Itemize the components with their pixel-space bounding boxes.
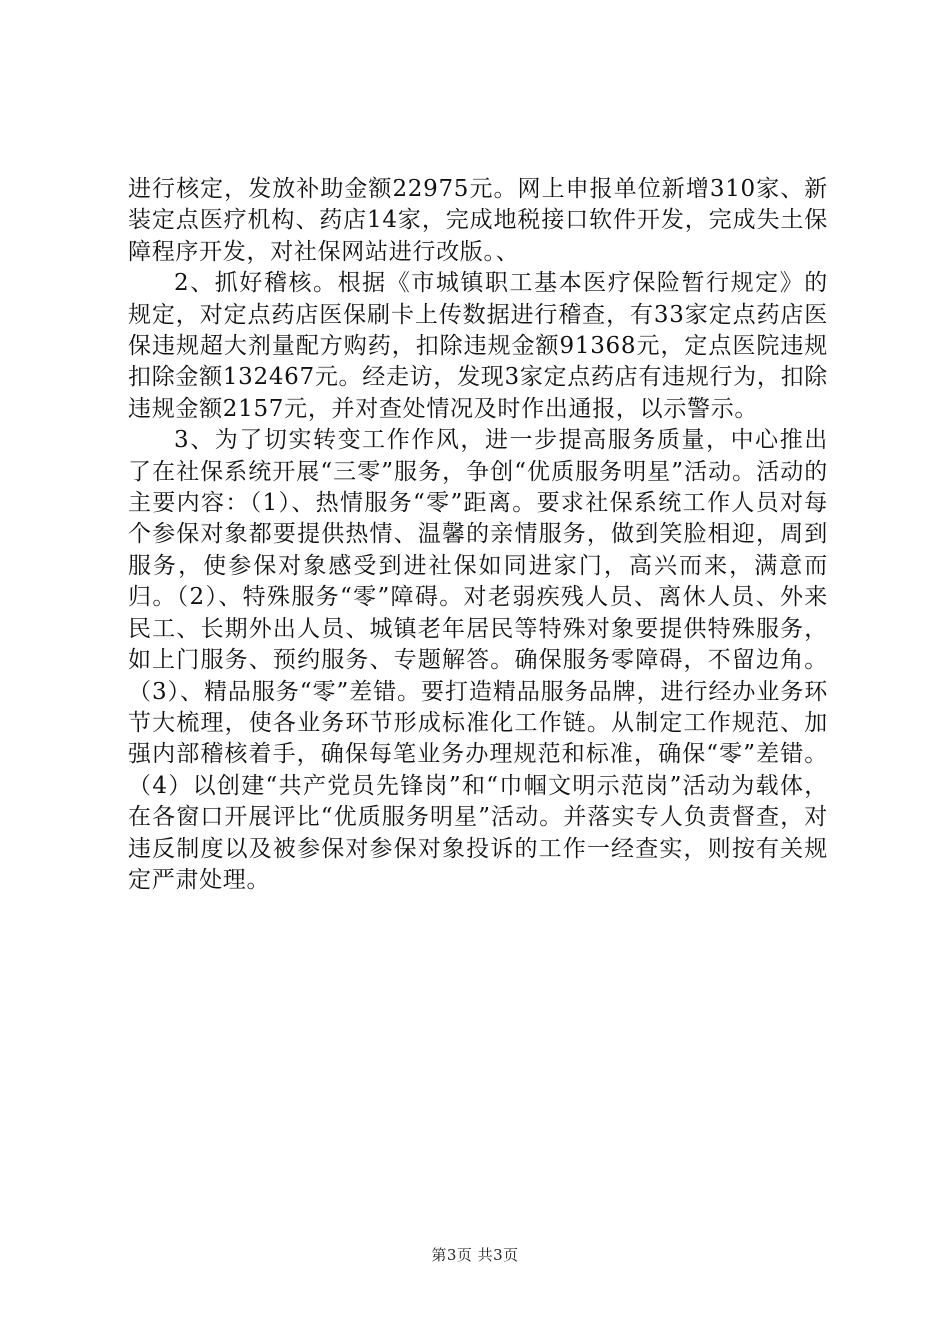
- document-body: [128, 174, 828, 896]
- paragraph-continuation: 进行核定，发放补助金额22975元。网上申报单位新增310家、新装定点医疗机构、药店14家，完成地税接口软件开发，完成失土保障程序开发，对社保网站进行改版。、: [128, 176, 828, 265]
- paragraph-audit: 2、抓好稽核。根据《市城镇职工基本医疗保险暂行规定》的规定，对定点药店医保刷卡上传数据进行稽查，有33家定点药店医保违规超大剂量配方购药，扣除违规金额91368元，定点医院违规扣除金额132467元。经走访，发现3家定点药店有违规行为，扣除违规金额2157元，并对查处情况及时作出通报，以示警示。: [128, 270, 828, 422]
- page-footer: 第3页 共3页: [431, 1246, 519, 1264]
- paragraph-service-style: 3、为了切实转变工作作风，进一步提高服务质量，中心推出了在社保系统开展“三零”服务，争创“优质服务明星”活动。活动的主要内容：（1）、热情服务“零”距离。要求社保系统工作人员对每个参保对象都要提供热情、温馨的亲情服务，做到笑脸相迎，周到服务，使参保对象感受到进社保如同进家门，高兴而来，满意而归。（2）、特殊服务“零”障碍。对老弱疾残人员、离休人员、外来民工、长期外出人员、城镇老年居民等特殊对象要提供特殊服务，如上门服务、预约服务、专题解答。确保服务零障碍，不留边角。（3）、精品服务“零”差错。要打造精品服务品牌，进行经办业务环节大梳理，使各业务环节形成标准化工作链。从制定工作规范、加强内部稽核着手，确保每笔业务办理规范和标准，确保“零”差错。（4）以创建“共产党员先锋岗”和“巾帼文明示范岗”活动为载体，在各窗口开展评比“优质服务明星”活动。并落实专人负责督查，对违反制度以及被参保对参保对象投诉的工作一经查实，则按有关规定严肃处理。: [128, 427, 828, 893]
